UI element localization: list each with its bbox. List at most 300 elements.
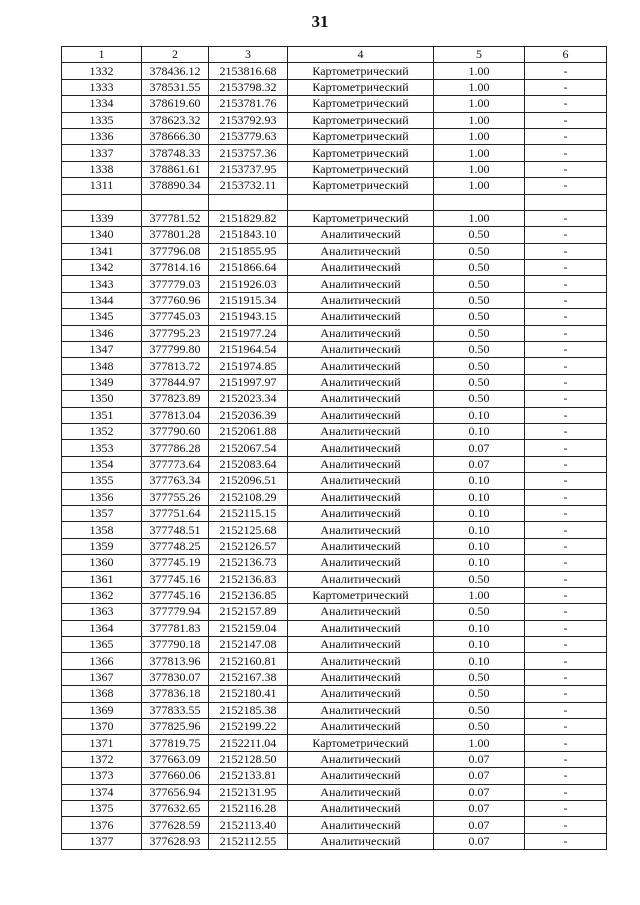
accuracy-cell: 0.10 bbox=[434, 473, 525, 489]
table-row bbox=[62, 374, 607, 390]
point-number-cell: 1357 bbox=[62, 505, 142, 521]
y-coordinate-cell: 2151855.95 bbox=[209, 243, 288, 259]
x-coordinate-cell: 378436.12 bbox=[142, 63, 209, 79]
description-cell: - bbox=[525, 210, 607, 226]
description-cell: - bbox=[525, 522, 607, 538]
accuracy-cell: 0.07 bbox=[434, 440, 525, 456]
description-cell: - bbox=[525, 128, 607, 144]
method-cell: Аналитический bbox=[288, 653, 434, 669]
description-cell: - bbox=[525, 587, 607, 603]
description-cell: - bbox=[525, 325, 607, 341]
method-cell: Аналитический bbox=[288, 604, 434, 620]
description-cell: - bbox=[525, 63, 607, 79]
page-number: 31 bbox=[311, 12, 329, 31]
x-coordinate-cell: 377663.09 bbox=[142, 751, 209, 767]
accuracy-cell: 0.10 bbox=[434, 423, 525, 439]
y-coordinate-cell: 2153779.63 bbox=[209, 128, 288, 144]
description-cell: - bbox=[525, 292, 607, 308]
description-cell: - bbox=[525, 702, 607, 718]
description-cell: - bbox=[525, 227, 607, 243]
table-row bbox=[62, 79, 607, 95]
table-row bbox=[62, 128, 607, 144]
y-coordinate-cell: 2152211.04 bbox=[209, 735, 288, 751]
description-cell: - bbox=[525, 817, 607, 833]
accuracy-cell: 1.00 bbox=[434, 112, 525, 128]
method-cell: Аналитический bbox=[288, 555, 434, 571]
x-coordinate-cell: 377819.75 bbox=[142, 735, 209, 751]
description-cell: - bbox=[525, 407, 607, 423]
accuracy-cell: 0.50 bbox=[434, 358, 525, 374]
table-row bbox=[62, 620, 607, 636]
y-coordinate-cell: 2152147.08 bbox=[209, 637, 288, 653]
y-coordinate-cell: 2152131.95 bbox=[209, 784, 288, 800]
point-number-cell: 1351 bbox=[62, 407, 142, 423]
table-row bbox=[62, 768, 607, 784]
column-header: 6 bbox=[525, 47, 607, 63]
y-coordinate-cell: 2152136.85 bbox=[209, 587, 288, 603]
y-coordinate-cell: 2152115.15 bbox=[209, 505, 288, 521]
accuracy-cell: 0.10 bbox=[434, 538, 525, 554]
method-cell bbox=[288, 194, 434, 210]
y-coordinate-cell: 2152125.68 bbox=[209, 522, 288, 538]
y-coordinate-cell: 2152180.41 bbox=[209, 686, 288, 702]
description-cell: - bbox=[525, 653, 607, 669]
accuracy-cell: 0.50 bbox=[434, 309, 525, 325]
point-number-cell: 1345 bbox=[62, 309, 142, 325]
method-cell: Картометрический bbox=[288, 210, 434, 226]
table-row bbox=[62, 194, 607, 210]
description-cell: - bbox=[525, 309, 607, 325]
y-coordinate-cell: 2152113.40 bbox=[209, 817, 288, 833]
y-coordinate-cell: 2152128.50 bbox=[209, 751, 288, 767]
y-coordinate-cell: 2151926.03 bbox=[209, 276, 288, 292]
y-coordinate-cell: 2152136.83 bbox=[209, 571, 288, 587]
description-cell: - bbox=[525, 768, 607, 784]
method-cell: Аналитический bbox=[288, 358, 434, 374]
table-row bbox=[62, 473, 607, 489]
x-coordinate-cell: 377786.28 bbox=[142, 440, 209, 456]
description-cell: - bbox=[525, 276, 607, 292]
x-coordinate-cell: 378890.34 bbox=[142, 178, 209, 194]
point-number-cell: 1338 bbox=[62, 161, 142, 177]
y-coordinate-cell: 2151977.24 bbox=[209, 325, 288, 341]
x-coordinate-cell: 377632.65 bbox=[142, 800, 209, 816]
x-coordinate-cell: 378748.33 bbox=[142, 145, 209, 161]
description-cell: - bbox=[525, 96, 607, 112]
table-row bbox=[62, 63, 607, 79]
description-cell: - bbox=[525, 751, 607, 767]
x-coordinate-cell: 377745.19 bbox=[142, 555, 209, 571]
point-number-cell: 1349 bbox=[62, 374, 142, 390]
x-coordinate-cell: 377755.26 bbox=[142, 489, 209, 505]
accuracy-cell: 0.07 bbox=[434, 784, 525, 800]
point-number-cell: 1340 bbox=[62, 227, 142, 243]
x-coordinate-cell: 377748.51 bbox=[142, 522, 209, 538]
table-row bbox=[62, 817, 607, 833]
x-coordinate-cell: 377833.55 bbox=[142, 702, 209, 718]
x-coordinate-cell: 377745.03 bbox=[142, 309, 209, 325]
table-row bbox=[62, 702, 607, 718]
y-coordinate-cell: 2152108.29 bbox=[209, 489, 288, 505]
point-number-cell: 1352 bbox=[62, 423, 142, 439]
description-cell: - bbox=[525, 735, 607, 751]
method-cell: Аналитический bbox=[288, 423, 434, 439]
y-coordinate-cell: 2153781.76 bbox=[209, 96, 288, 112]
description-cell: - bbox=[525, 423, 607, 439]
x-coordinate-cell: 377660.06 bbox=[142, 768, 209, 784]
table-row bbox=[62, 276, 607, 292]
table-row bbox=[62, 653, 607, 669]
method-cell: Аналитический bbox=[288, 538, 434, 554]
method-cell: Аналитический bbox=[288, 620, 434, 636]
point-number-cell: 1335 bbox=[62, 112, 142, 128]
accuracy-cell: 0.50 bbox=[434, 374, 525, 390]
x-coordinate-cell: 377751.64 bbox=[142, 505, 209, 521]
column-header: 4 bbox=[288, 47, 434, 63]
accuracy-cell: 0.50 bbox=[434, 391, 525, 407]
table-body bbox=[62, 47, 607, 850]
y-coordinate-cell: 2152061.88 bbox=[209, 423, 288, 439]
y-coordinate-cell: 2152159.04 bbox=[209, 620, 288, 636]
y-coordinate-cell: 2152185.38 bbox=[209, 702, 288, 718]
accuracy-cell: 0.50 bbox=[434, 227, 525, 243]
y-coordinate-cell: 2152157.89 bbox=[209, 604, 288, 620]
description-cell: - bbox=[525, 784, 607, 800]
description-cell: - bbox=[525, 440, 607, 456]
description-cell: - bbox=[525, 456, 607, 472]
x-coordinate-cell: 377825.96 bbox=[142, 719, 209, 735]
method-cell: Картометрический bbox=[288, 112, 434, 128]
point-number-cell: 1348 bbox=[62, 358, 142, 374]
x-coordinate-cell: 377790.60 bbox=[142, 423, 209, 439]
method-cell: Аналитический bbox=[288, 702, 434, 718]
y-coordinate-cell: 2152116.28 bbox=[209, 800, 288, 816]
point-number-cell: 1360 bbox=[62, 555, 142, 571]
x-coordinate-cell: 378861.61 bbox=[142, 161, 209, 177]
method-cell: Аналитический bbox=[288, 309, 434, 325]
table-row bbox=[62, 538, 607, 554]
point-number-cell: 1339 bbox=[62, 210, 142, 226]
method-cell: Аналитический bbox=[288, 456, 434, 472]
method-cell: Аналитический bbox=[288, 719, 434, 735]
table-row bbox=[62, 751, 607, 767]
table-row bbox=[62, 227, 607, 243]
point-number-cell: 1366 bbox=[62, 653, 142, 669]
table-row bbox=[62, 178, 607, 194]
accuracy-cell: 0.50 bbox=[434, 669, 525, 685]
accuracy-cell: 1.00 bbox=[434, 587, 525, 603]
method-cell: Аналитический bbox=[288, 833, 434, 849]
point-number-cell: 1361 bbox=[62, 571, 142, 587]
table-row bbox=[62, 309, 607, 325]
accuracy-cell: 0.50 bbox=[434, 276, 525, 292]
point-number-cell: 1368 bbox=[62, 686, 142, 702]
x-coordinate-cell: 377628.93 bbox=[142, 833, 209, 849]
point-number-cell: 1347 bbox=[62, 342, 142, 358]
method-cell: Аналитический bbox=[288, 637, 434, 653]
method-cell: Аналитический bbox=[288, 260, 434, 276]
accuracy-cell: 0.10 bbox=[434, 620, 525, 636]
accuracy-cell: 0.50 bbox=[434, 571, 525, 587]
y-coordinate-cell: 2151843.10 bbox=[209, 227, 288, 243]
method-cell: Аналитический bbox=[288, 407, 434, 423]
table-row bbox=[62, 145, 607, 161]
x-coordinate-cell: 377814.16 bbox=[142, 260, 209, 276]
x-coordinate-cell: 377779.94 bbox=[142, 604, 209, 620]
method-cell: Аналитический bbox=[288, 473, 434, 489]
description-cell: - bbox=[525, 489, 607, 505]
x-coordinate-cell: 378531.55 bbox=[142, 79, 209, 95]
description-cell: - bbox=[525, 342, 607, 358]
method-cell: Аналитический bbox=[288, 440, 434, 456]
point-number-cell: 1370 bbox=[62, 719, 142, 735]
x-coordinate-cell: 377813.72 bbox=[142, 358, 209, 374]
point-number-cell: 1334 bbox=[62, 96, 142, 112]
method-cell: Картометрический bbox=[288, 735, 434, 751]
method-cell: Аналитический bbox=[288, 800, 434, 816]
point-number-cell: 1346 bbox=[62, 325, 142, 341]
method-cell: Аналитический bbox=[288, 292, 434, 308]
accuracy-cell: 0.10 bbox=[434, 505, 525, 521]
description-cell: - bbox=[525, 686, 607, 702]
accuracy-cell: 0.07 bbox=[434, 456, 525, 472]
y-coordinate-cell: 2151915.34 bbox=[209, 292, 288, 308]
table-row bbox=[62, 391, 607, 407]
point-number-cell: 1337 bbox=[62, 145, 142, 161]
table-row bbox=[62, 669, 607, 685]
table-row bbox=[62, 243, 607, 259]
point-number-cell: 1369 bbox=[62, 702, 142, 718]
table-header-row bbox=[62, 47, 607, 63]
table-row bbox=[62, 800, 607, 816]
method-cell: Аналитический bbox=[288, 669, 434, 685]
description-cell: - bbox=[525, 374, 607, 390]
description-cell: - bbox=[525, 620, 607, 636]
x-coordinate-cell: 378666.30 bbox=[142, 128, 209, 144]
description-cell: - bbox=[525, 161, 607, 177]
y-coordinate-cell: 2152112.55 bbox=[209, 833, 288, 849]
point-number-cell: 1342 bbox=[62, 260, 142, 276]
method-cell: Аналитический bbox=[288, 342, 434, 358]
method-cell: Аналитический bbox=[288, 571, 434, 587]
table-row bbox=[62, 440, 607, 456]
table-row bbox=[62, 112, 607, 128]
point-number-cell: 1356 bbox=[62, 489, 142, 505]
accuracy-cell: 0.50 bbox=[434, 243, 525, 259]
accuracy-cell: 1.00 bbox=[434, 210, 525, 226]
point-number-cell: 1365 bbox=[62, 637, 142, 653]
point-number-cell: 1375 bbox=[62, 800, 142, 816]
table-row bbox=[62, 686, 607, 702]
point-number-cell: 1311 bbox=[62, 178, 142, 194]
point-number-cell: 1354 bbox=[62, 456, 142, 472]
point-number-cell: 1373 bbox=[62, 768, 142, 784]
accuracy-cell: 1.00 bbox=[434, 735, 525, 751]
accuracy-cell: 0.50 bbox=[434, 292, 525, 308]
table-row bbox=[62, 358, 607, 374]
description-cell: - bbox=[525, 637, 607, 653]
point-number-cell bbox=[62, 194, 142, 210]
accuracy-cell: 0.10 bbox=[434, 637, 525, 653]
x-coordinate-cell: 377748.25 bbox=[142, 538, 209, 554]
coordinates-table bbox=[61, 46, 607, 850]
y-coordinate-cell: 2153792.93 bbox=[209, 112, 288, 128]
y-coordinate-cell bbox=[209, 194, 288, 210]
table-row bbox=[62, 719, 607, 735]
method-cell: Аналитический bbox=[288, 768, 434, 784]
x-coordinate-cell: 377763.34 bbox=[142, 473, 209, 489]
table-row bbox=[62, 784, 607, 800]
y-coordinate-cell: 2153798.32 bbox=[209, 79, 288, 95]
table-row bbox=[62, 505, 607, 521]
x-coordinate-cell: 378619.60 bbox=[142, 96, 209, 112]
y-coordinate-cell: 2153737.95 bbox=[209, 161, 288, 177]
table-row bbox=[62, 325, 607, 341]
method-cell: Картометрический bbox=[288, 79, 434, 95]
accuracy-cell: 0.07 bbox=[434, 768, 525, 784]
x-coordinate-cell: 377760.96 bbox=[142, 292, 209, 308]
table-row bbox=[62, 587, 607, 603]
point-number-cell: 1376 bbox=[62, 817, 142, 833]
y-coordinate-cell: 2152160.81 bbox=[209, 653, 288, 669]
point-number-cell: 1343 bbox=[62, 276, 142, 292]
point-number-cell: 1377 bbox=[62, 833, 142, 849]
description-cell: - bbox=[525, 145, 607, 161]
y-coordinate-cell: 2152136.73 bbox=[209, 555, 288, 571]
y-coordinate-cell: 2152067.54 bbox=[209, 440, 288, 456]
y-coordinate-cell: 2153816.68 bbox=[209, 63, 288, 79]
accuracy-cell bbox=[434, 194, 525, 210]
method-cell: Аналитический bbox=[288, 374, 434, 390]
table-row bbox=[62, 555, 607, 571]
accuracy-cell: 0.07 bbox=[434, 800, 525, 816]
method-cell: Аналитический bbox=[288, 784, 434, 800]
table-row bbox=[62, 833, 607, 849]
point-number-cell: 1367 bbox=[62, 669, 142, 685]
table-row bbox=[62, 407, 607, 423]
x-coordinate-cell: 378623.32 bbox=[142, 112, 209, 128]
point-number-cell: 1355 bbox=[62, 473, 142, 489]
x-coordinate-cell: 377796.08 bbox=[142, 243, 209, 259]
point-number-cell: 1344 bbox=[62, 292, 142, 308]
y-coordinate-cell: 2152036.39 bbox=[209, 407, 288, 423]
table-row bbox=[62, 735, 607, 751]
table-row bbox=[62, 260, 607, 276]
point-number-cell: 1364 bbox=[62, 620, 142, 636]
method-cell: Аналитический bbox=[288, 522, 434, 538]
method-cell: Аналитический bbox=[288, 391, 434, 407]
description-cell: - bbox=[525, 260, 607, 276]
accuracy-cell: 1.00 bbox=[434, 128, 525, 144]
point-number-cell: 1333 bbox=[62, 79, 142, 95]
y-coordinate-cell: 2152023.34 bbox=[209, 391, 288, 407]
method-cell: Картометрический bbox=[288, 96, 434, 112]
description-cell: - bbox=[525, 833, 607, 849]
x-coordinate-cell: 377781.83 bbox=[142, 620, 209, 636]
x-coordinate-cell bbox=[142, 194, 209, 210]
accuracy-cell: 0.10 bbox=[434, 522, 525, 538]
point-number-cell: 1336 bbox=[62, 128, 142, 144]
description-cell: - bbox=[525, 800, 607, 816]
accuracy-cell: 0.10 bbox=[434, 489, 525, 505]
accuracy-cell: 0.50 bbox=[434, 719, 525, 735]
description-cell: - bbox=[525, 391, 607, 407]
method-cell: Аналитический bbox=[288, 325, 434, 341]
y-coordinate-cell: 2151974.85 bbox=[209, 358, 288, 374]
description-cell: - bbox=[525, 604, 607, 620]
x-coordinate-cell: 377813.96 bbox=[142, 653, 209, 669]
accuracy-cell: 1.00 bbox=[434, 79, 525, 95]
column-header: 5 bbox=[434, 47, 525, 63]
table-row bbox=[62, 161, 607, 177]
point-number-cell: 1372 bbox=[62, 751, 142, 767]
x-coordinate-cell: 377830.07 bbox=[142, 669, 209, 685]
y-coordinate-cell: 2152096.51 bbox=[209, 473, 288, 489]
point-number-cell: 1363 bbox=[62, 604, 142, 620]
accuracy-cell: 0.10 bbox=[434, 653, 525, 669]
description-cell: - bbox=[525, 473, 607, 489]
point-number-cell: 1371 bbox=[62, 735, 142, 751]
accuracy-cell: 0.07 bbox=[434, 751, 525, 767]
method-cell: Аналитический bbox=[288, 751, 434, 767]
table-row bbox=[62, 342, 607, 358]
accuracy-cell: 0.07 bbox=[434, 833, 525, 849]
method-cell: Аналитический bbox=[288, 227, 434, 243]
table-row bbox=[62, 571, 607, 587]
y-coordinate-cell: 2152083.64 bbox=[209, 456, 288, 472]
method-cell: Аналитический bbox=[288, 505, 434, 521]
x-coordinate-cell: 377779.03 bbox=[142, 276, 209, 292]
table-row bbox=[62, 637, 607, 653]
x-coordinate-cell: 377813.04 bbox=[142, 407, 209, 423]
description-cell: - bbox=[525, 243, 607, 259]
y-coordinate-cell: 2153732.11 bbox=[209, 178, 288, 194]
description-cell: - bbox=[525, 555, 607, 571]
y-coordinate-cell: 2151964.54 bbox=[209, 342, 288, 358]
description-cell: - bbox=[525, 505, 607, 521]
method-cell: Картометрический bbox=[288, 63, 434, 79]
description-cell: - bbox=[525, 112, 607, 128]
point-number-cell: 1362 bbox=[62, 587, 142, 603]
description-cell: - bbox=[525, 719, 607, 735]
point-number-cell: 1359 bbox=[62, 538, 142, 554]
method-cell: Картометрический bbox=[288, 587, 434, 603]
x-coordinate-cell: 377836.18 bbox=[142, 686, 209, 702]
accuracy-cell: 1.00 bbox=[434, 96, 525, 112]
accuracy-cell: 0.50 bbox=[434, 686, 525, 702]
accuracy-cell: 0.10 bbox=[434, 407, 525, 423]
description-cell bbox=[525, 194, 607, 210]
x-coordinate-cell: 377745.16 bbox=[142, 571, 209, 587]
x-coordinate-cell: 377844.97 bbox=[142, 374, 209, 390]
accuracy-cell: 1.00 bbox=[434, 63, 525, 79]
method-cell: Аналитический bbox=[288, 489, 434, 505]
accuracy-cell: 0.50 bbox=[434, 342, 525, 358]
method-cell: Картометрический bbox=[288, 161, 434, 177]
accuracy-cell: 1.00 bbox=[434, 145, 525, 161]
table-row bbox=[62, 522, 607, 538]
column-header: 3 bbox=[209, 47, 288, 63]
method-cell: Картометрический bbox=[288, 145, 434, 161]
x-coordinate-cell: 377790.18 bbox=[142, 637, 209, 653]
x-coordinate-cell: 377745.16 bbox=[142, 587, 209, 603]
table-row bbox=[62, 456, 607, 472]
point-number-cell: 1374 bbox=[62, 784, 142, 800]
accuracy-cell: 1.00 bbox=[434, 178, 525, 194]
table-row bbox=[62, 423, 607, 439]
method-cell: Аналитический bbox=[288, 686, 434, 702]
x-coordinate-cell: 377656.94 bbox=[142, 784, 209, 800]
